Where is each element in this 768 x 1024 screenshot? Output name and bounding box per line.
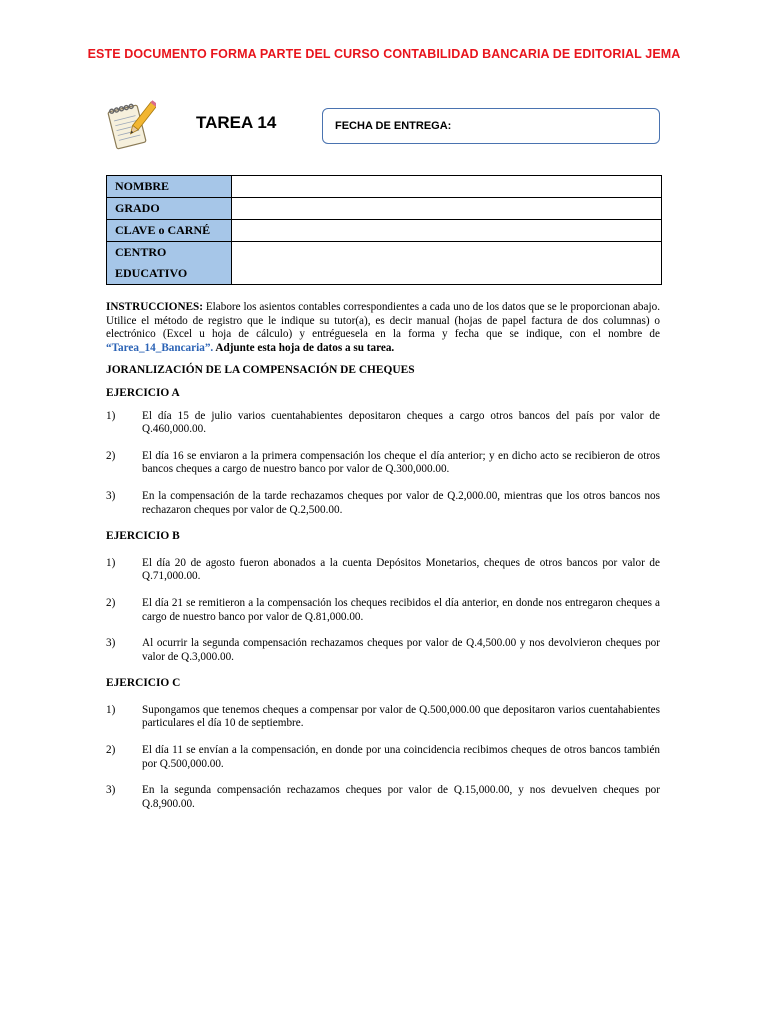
item-text: El día 11 se envían a la compensación, en donde por una coincidencia recibimos cheques de otros bancos también por Q.500,000.00.	[142, 744, 660, 770]
list-item	[106, 704, 660, 731]
item-text: El día 16 se enviaron a la primera compensación los cheque el día anterior; y en dicho acto se recibieron de otros bancos cheques a cargo de nuestro banco por valor de Q.300,000.00.	[142, 449, 660, 476]
exercise-b-title: EJERCICIO B	[106, 530, 180, 543]
item-text: Al ocurrir la segunda compensación rechazamos cheques por valor de Q.4,500.00 y nos devolvieron cheques por valor de Q.3,000.00.	[142, 637, 660, 663]
school-label: CENTRO EDUCATIVO	[107, 242, 232, 285]
section-title: JORANLIZACIÓN DE LA COMPENSACIÓN DE CHEQUES	[106, 364, 415, 377]
file-name: Tarea_14_Bancaria	[111, 341, 205, 354]
item-number: 2)	[106, 449, 116, 462]
table-row	[107, 176, 662, 198]
exercise-a-title: EJERCICIO A	[106, 386, 180, 399]
item-number: 2)	[106, 744, 116, 757]
name-field[interactable]	[232, 176, 662, 198]
exercise-c-title: EJERCICIO C	[106, 677, 181, 690]
list-item	[106, 410, 660, 437]
item-text: El día 20 de agosto fueron abonados a la cuenta Depósitos Monetarios, cheques de otros bancos por valor de Q.71,000.00.	[142, 556, 660, 583]
item-text: Supongamos que tenemos cheques a compensar por valor de Q.500,000.00 que depositaron varios cuentahabientes particulares el día 10 de septiembre.	[142, 703, 660, 730]
student-id-field[interactable]	[232, 220, 662, 242]
list-item	[106, 557, 660, 584]
instructions-text: Elabore los asientos contables correspondientes a cada uno de los datos que se le proporcionan abajo. Utilice el método de registro que le indique su tutor(a), es decir manual (hojas de papel factura de dos columnas) o electrónico (Excel u hoja de cálculo) y entréguesela en la forma y fecha que se indique, con el nombre de	[106, 301, 660, 341]
item-text: El día 15 de julio varios cuentahabientes depositaron cheques a cargo otros bancos del país por valor de Q.460,000.00.	[142, 409, 660, 436]
assignment-title: TAREA 14	[196, 113, 277, 132]
name-label: NOMBRE	[107, 176, 232, 198]
list-item	[106, 637, 660, 664]
table-row	[107, 220, 662, 242]
notepad-pencil-icon	[104, 98, 156, 150]
item-number: 3)	[106, 489, 116, 502]
due-date-label: FECHA DE ENTREGA:	[335, 120, 452, 132]
table-row	[107, 198, 662, 220]
table-row	[107, 242, 662, 285]
document-banner: ESTE DOCUMENTO FORMA PARTE DEL CURSO CONTABILIDAD BANCARIA DE EDITORIAL JEMA	[87, 47, 681, 61]
list-item	[106, 784, 660, 811]
item-number: 3)	[106, 637, 116, 650]
instructions-lead: INSTRUCCIONES:	[106, 301, 203, 313]
quote-close: ”.	[204, 341, 216, 354]
grade-label: GRADO	[107, 198, 232, 220]
item-text: En la segunda compensación rechazamos cheques por valor de Q.15,000.00, y nos devuelven cheques por Q.8,900.00.	[142, 784, 660, 810]
document-body	[106, 301, 660, 824]
school-field[interactable]	[232, 242, 662, 285]
item-number: 1)	[106, 409, 116, 422]
item-number: 1)	[106, 556, 116, 569]
list-item	[106, 450, 660, 477]
list-item	[106, 744, 660, 771]
student-info-table	[106, 175, 662, 285]
item-number: 3)	[106, 784, 116, 797]
instructions-closing: Adjunte esta hoja de datos a su tarea.	[215, 341, 395, 354]
list-item	[106, 490, 660, 517]
grade-field[interactable]	[232, 198, 662, 220]
item-text: En la compensación de la tarde rechazamos cheques por valor de Q.2,000.00, mientras que los otros bancos nos rechazaron cheques por valor de Q.2,500.00.	[142, 489, 660, 516]
student-id-label: CLAVE o CARNÉ	[107, 220, 232, 242]
instructions-paragraph	[106, 301, 660, 355]
item-number: 1)	[106, 703, 116, 716]
item-text: El día 21 se remitieron a la compensación los cheques recibidos el día anterior, en donde nos entregaron cheques a cargo de nuestro banco por valor de Q.81,000.00.	[142, 596, 660, 623]
quote-open: “	[106, 341, 112, 354]
due-date-field[interactable]	[322, 108, 660, 144]
list-item	[106, 597, 660, 624]
item-number: 2)	[106, 596, 116, 609]
